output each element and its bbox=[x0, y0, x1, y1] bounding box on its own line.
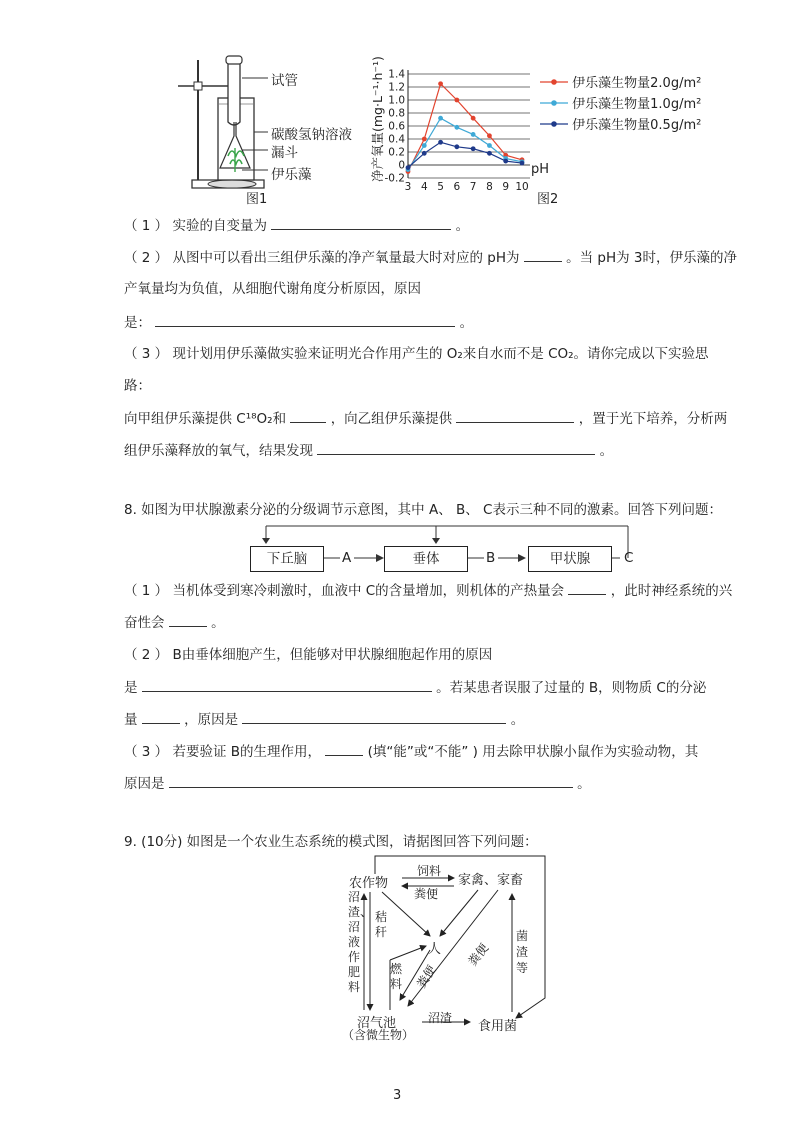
box-pituitary: 垂体 bbox=[384, 546, 468, 572]
answer-blank[interactable] bbox=[568, 580, 606, 595]
legend-item-05g bbox=[540, 116, 701, 137]
data-point bbox=[454, 144, 459, 149]
answer-blank[interactable] bbox=[317, 440, 595, 455]
data-point bbox=[438, 140, 443, 145]
y-tick-label: 1.0 bbox=[388, 94, 405, 107]
data-point bbox=[454, 98, 459, 103]
q9-stem: 9. (10分) 如图是一个农业生态系统的模式图，请据图回答下列问题： bbox=[124, 834, 538, 850]
y-tick-label: 0 bbox=[398, 159, 405, 172]
q8-part1-cont: 奋性会 。 bbox=[124, 612, 225, 633]
q7-part2-cont: 产氧量均为负值，从细胞代谢角度分析原因，原因 bbox=[124, 281, 421, 297]
data-point bbox=[422, 143, 427, 148]
edge-straw: 秸秆 bbox=[375, 910, 388, 939]
answer-blank[interactable] bbox=[169, 773, 573, 788]
chart-y-label: 净产氧量(mg·L⁻¹·h⁻¹) bbox=[370, 56, 385, 182]
answer-blank[interactable] bbox=[524, 247, 562, 262]
box-hypothalamus: 下丘脑 bbox=[250, 546, 324, 572]
edge-manure-3: 粪便 bbox=[465, 941, 492, 969]
node-microbes: （含微生物） bbox=[342, 1028, 415, 1042]
y-tick-label: 1.2 bbox=[388, 81, 405, 94]
q8-part2-cont: 是 。若某患者误服了过量的 B，则物质 C的分泌 bbox=[124, 677, 706, 698]
q8-part1: （ 1 ） 当机体受到寒冷刺激时，血液中 C的含量增加，则机体的产热量会 ，此时神经系统的兴 bbox=[124, 580, 732, 601]
data-point bbox=[520, 161, 525, 166]
label-funnel: 漏斗 bbox=[271, 145, 298, 161]
node-biogas: 沼气池 bbox=[357, 1016, 397, 1031]
q7-part2-answer: 是： 。 bbox=[124, 312, 473, 333]
data-point bbox=[422, 137, 427, 142]
figure-2-caption: 图2 bbox=[537, 192, 559, 207]
y-tick-label: -0.2 bbox=[384, 172, 405, 185]
legend-label: 伊乐藻生物量2.0g/m² bbox=[572, 76, 702, 91]
data-point bbox=[503, 159, 508, 164]
q7-part3-plan: 向甲组伊乐藻提供 C¹⁸O₂和 ，向乙组伊乐藻提供 ，置于光下培养，分析两 bbox=[124, 408, 727, 429]
data-point bbox=[487, 143, 492, 148]
x-tick-label: 10 bbox=[515, 181, 529, 193]
hormone-a-label: A bbox=[342, 550, 352, 566]
q7-part3: （ 3 ） 现计划用伊乐藻做实验来证明光合作用产生的 O₂来自水而不是 CO₂。请你完成以下实验思 bbox=[124, 346, 709, 362]
answer-blank[interactable] bbox=[155, 312, 455, 327]
data-point bbox=[487, 133, 492, 138]
data-point bbox=[471, 116, 476, 121]
x-tick-label: 6 bbox=[453, 181, 461, 193]
answer-blank[interactable] bbox=[242, 709, 506, 724]
answer-blank[interactable] bbox=[456, 408, 574, 423]
chart-legend bbox=[540, 74, 701, 137]
legend-label: 伊乐藻生物量0.5g/m² bbox=[572, 118, 702, 133]
data-point bbox=[406, 165, 411, 170]
page-number: 3 bbox=[393, 1088, 402, 1103]
data-point bbox=[422, 151, 427, 156]
q8-part3-cont: 原因是 。 bbox=[124, 773, 591, 794]
edge-manure-1: 粪便 bbox=[414, 887, 439, 901]
edge-fungi-residue: 菌渣等 bbox=[516, 929, 529, 975]
chart-x-label: pH bbox=[531, 162, 550, 177]
answer-blank[interactable] bbox=[290, 408, 326, 423]
y-tick-label: 0.6 bbox=[388, 120, 405, 133]
legend-marker-icon bbox=[540, 77, 568, 87]
hormone-c-label: C bbox=[624, 550, 634, 566]
label-plant: 伊乐藻 bbox=[271, 167, 312, 183]
q8-stem: 8. 如图为甲状腺激素分泌的分级调节示意图，其中 A、 B、 C表示三种不同的激素。回答下列问题： bbox=[124, 502, 722, 518]
x-tick-label: 9 bbox=[502, 181, 510, 193]
data-point bbox=[471, 132, 476, 137]
edge-fuel: 燃料 bbox=[390, 962, 403, 991]
label-solution: 碳酸氢钠溶液 bbox=[271, 127, 352, 143]
legend-label: 伊乐藻生物量1.0g/m² bbox=[572, 97, 702, 112]
legend-item-1g bbox=[540, 95, 701, 116]
label-tube: 试管 bbox=[271, 73, 298, 89]
q8-part2-answer: 量 ，原因是 。 bbox=[124, 709, 524, 730]
x-tick-label: 3 bbox=[404, 181, 412, 193]
x-tick-label: 8 bbox=[486, 181, 493, 193]
edge-manure-2: 粪便 bbox=[414, 962, 439, 991]
figure-2-chart bbox=[364, 56, 564, 210]
y-tick-label: 0.2 bbox=[388, 146, 405, 159]
y-tick-label: 1.4 bbox=[388, 68, 405, 81]
data-point bbox=[471, 146, 476, 151]
y-tick-label: 0.8 bbox=[388, 107, 405, 120]
x-tick-label: 7 bbox=[469, 181, 477, 193]
data-point bbox=[454, 125, 459, 130]
data-point bbox=[438, 116, 443, 121]
answer-blank[interactable] bbox=[169, 612, 207, 627]
data-point bbox=[438, 81, 443, 86]
edge-feed: 饲料 bbox=[417, 864, 442, 878]
q7-part2: （ 2 ） 从图中可以看出三组伊乐藻的净产氧量最大时对应的 pH为 。当 pH为 3时，伊乐藻的净 bbox=[124, 247, 737, 268]
node-human: 人 bbox=[428, 942, 442, 957]
node-fungi: 食用菌 bbox=[478, 1019, 518, 1034]
x-tick-label: 4 bbox=[420, 181, 428, 193]
box-thyroid: 甲状腺 bbox=[528, 546, 612, 572]
data-point bbox=[487, 151, 492, 156]
q7-part1: （ 1 ） 实验的自变量为 。 bbox=[124, 215, 469, 236]
hormone-b-label: B bbox=[486, 550, 496, 566]
answer-blank[interactable] bbox=[325, 741, 363, 756]
x-tick-label: 5 bbox=[437, 181, 444, 193]
legend-item-2g bbox=[540, 74, 701, 95]
y-tick-label: 0.4 bbox=[388, 133, 405, 146]
answer-blank[interactable] bbox=[142, 677, 432, 692]
figure-1-caption: 图1 bbox=[246, 192, 268, 207]
answer-blank[interactable] bbox=[271, 215, 451, 230]
node-poultry: 家禽、家畜 bbox=[458, 873, 524, 888]
edge-residue: 沼渣 bbox=[428, 1011, 453, 1025]
q7-part3-cont: 路： bbox=[124, 378, 151, 394]
legend-marker-icon bbox=[540, 98, 568, 108]
q8-part3: （ 3 ） 若要验证 B的生理作用， (填“能”或“不能” ) 用去除甲状腺小鼠作为实验动物，其 bbox=[124, 741, 698, 762]
q7-part3-result: 组伊乐藻释放的氧气，结果发现 。 bbox=[124, 440, 613, 461]
q8-part2: （ 2 ） B由垂体细胞产生，但能够对甲状腺细胞起作用的原因 bbox=[124, 647, 493, 663]
answer-blank[interactable] bbox=[142, 709, 180, 724]
edge-biogas-fertilizer: 沼渣、沼液作肥料 bbox=[348, 890, 373, 994]
node-crops: 农作物 bbox=[349, 876, 389, 891]
legend-marker-icon bbox=[540, 119, 568, 129]
